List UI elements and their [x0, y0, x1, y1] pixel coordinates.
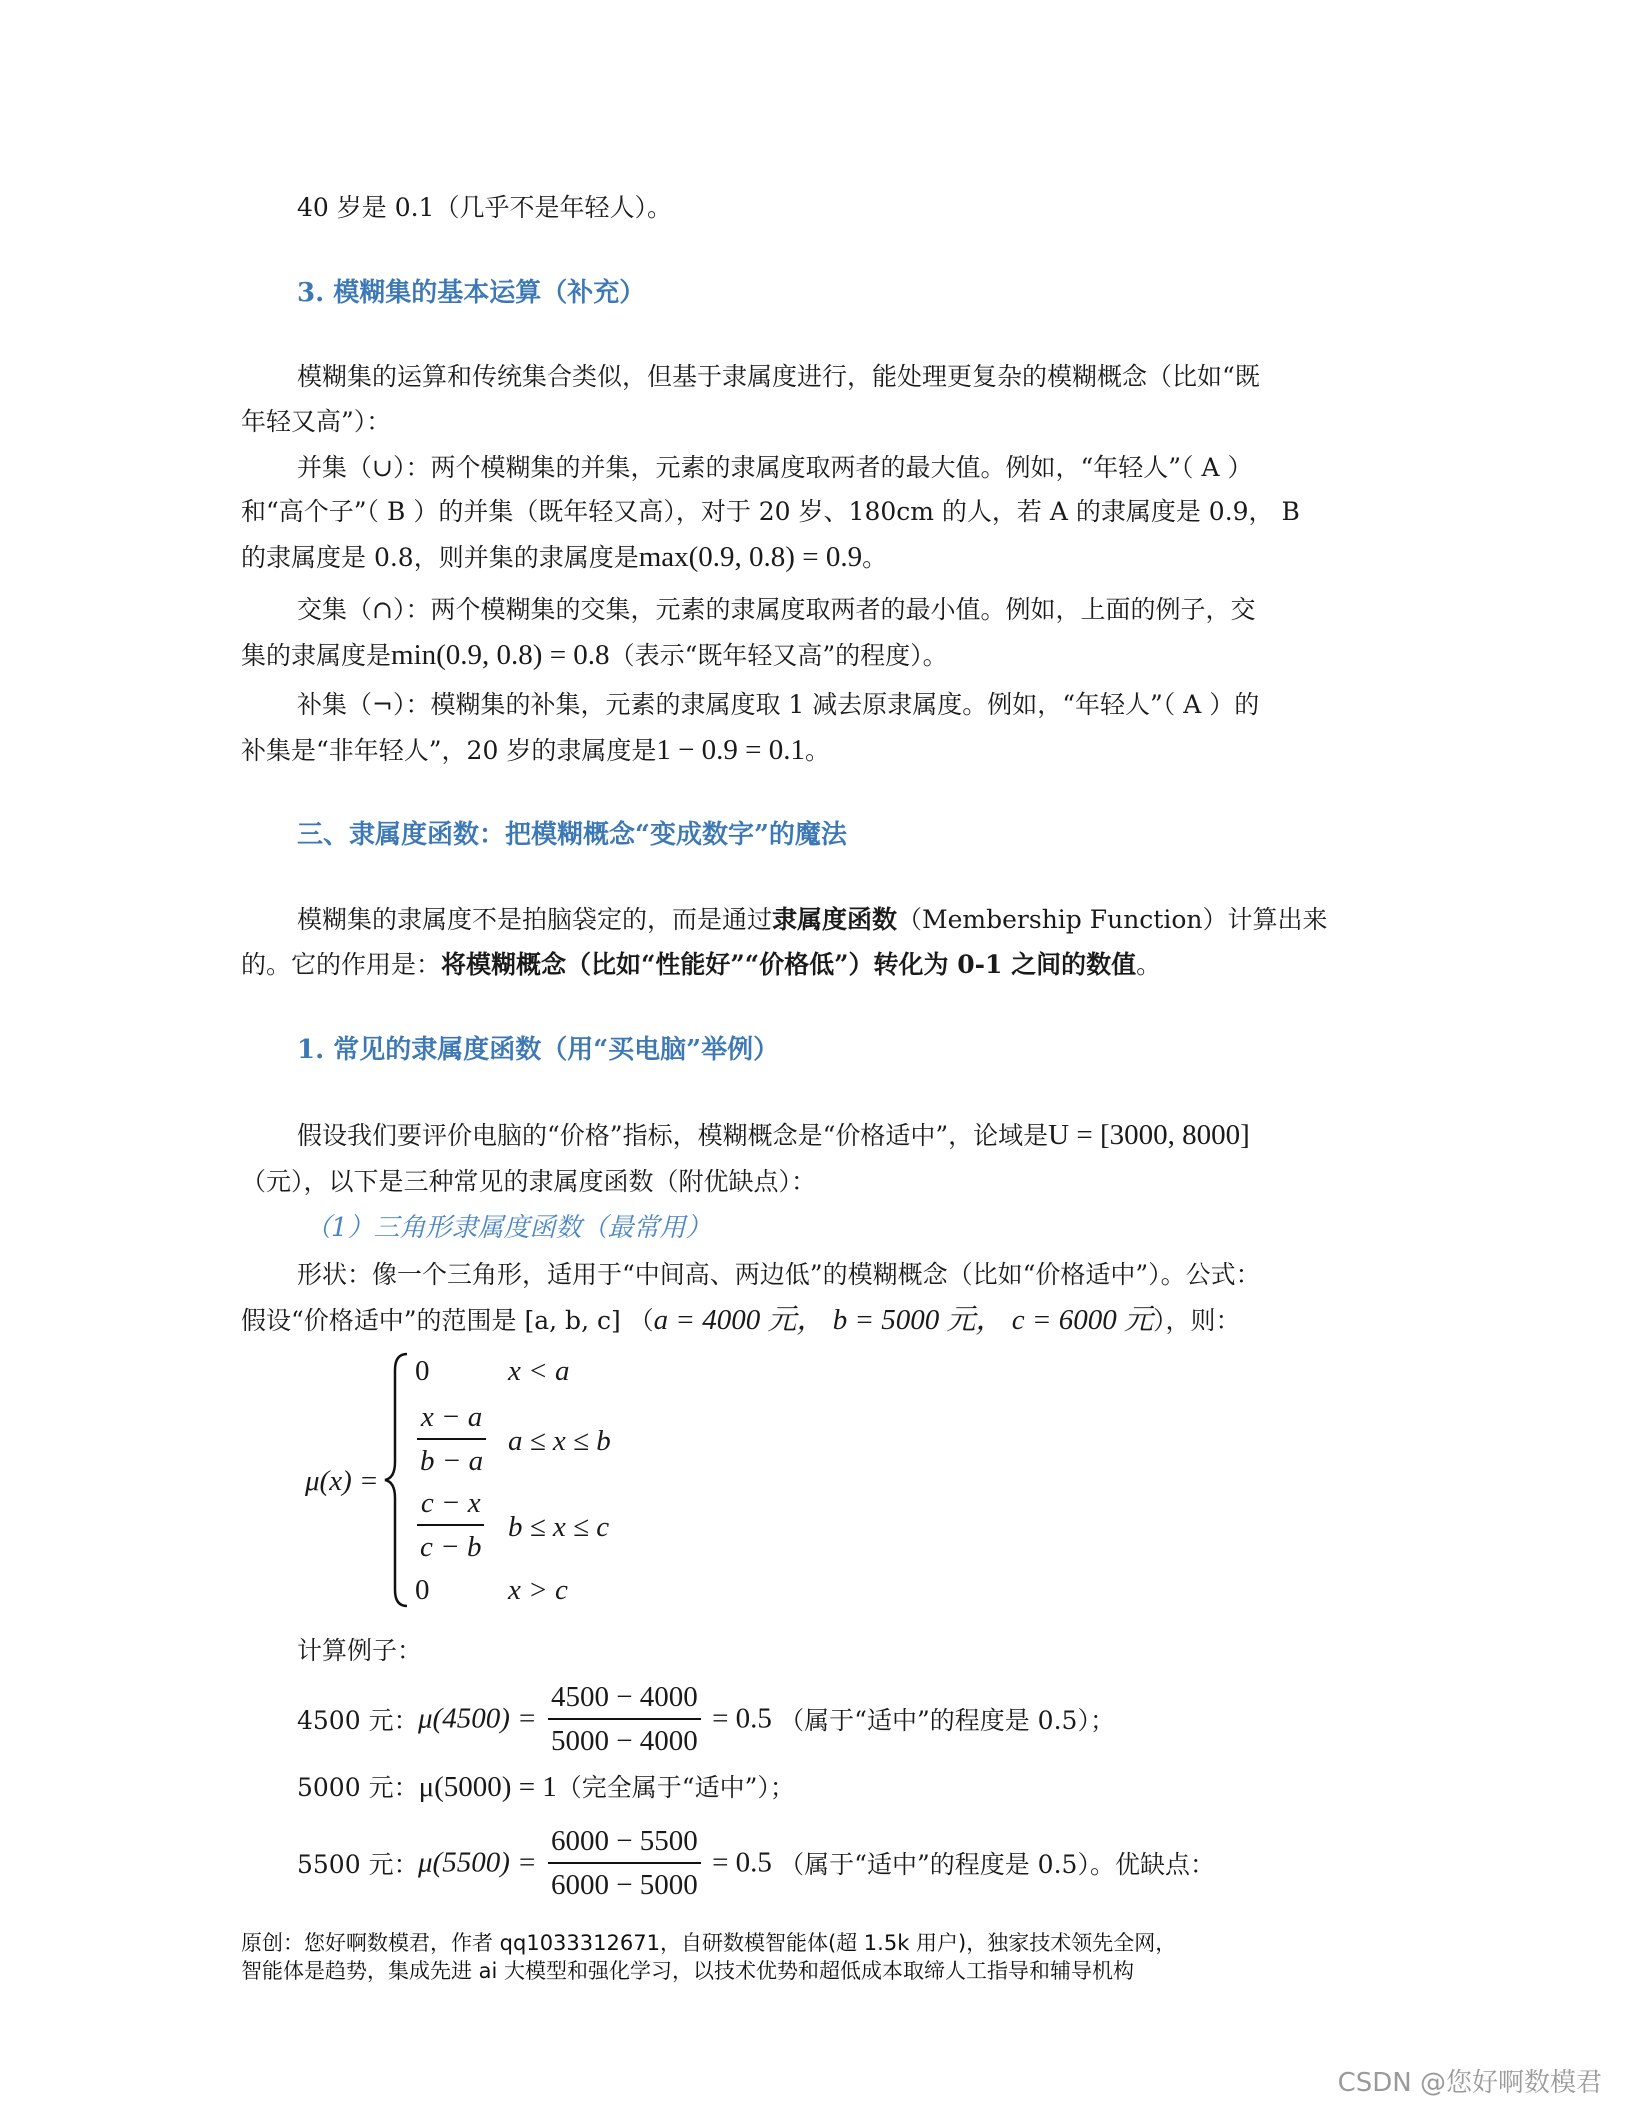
union-text: 的隶属度是 0.8，则并集的隶属度是 [241, 543, 639, 572]
mf-text-2: （Membership Function）计算出来 [897, 905, 1328, 934]
mf-text-3: 的。它的作用是： [241, 950, 442, 979]
ex1-formula [418, 1678, 1115, 1760]
ex3-lhs: μ(5500) = [418, 1846, 537, 1879]
union-line-2: 和“高个子”（ B ）的并集（既年轻又高），对于 20 岁、180cm 的人，若 A 的隶属度是 0.9， B [241, 497, 1300, 526]
intersection-min-formula: min(0.9, 0.8) = 0.8 [391, 639, 610, 671]
complement-text: 补集是“非年轻人”，20 岁的隶属度是 [241, 736, 657, 765]
left-brace-icon [383, 1350, 413, 1610]
heading-common-functions: 1. 常见的隶属度函数（用“买电脑”举例） [297, 1035, 780, 1065]
ex1-label: 4500 元： [297, 1706, 419, 1735]
assume-text: 假设我们要评价电脑的“价格”指标，模糊概念是“价格适中”，论域是 [297, 1121, 1049, 1150]
ex3-label: 5500 元： [297, 1850, 419, 1879]
csdn-watermark: CSDN @您好啊数模君 [1337, 2068, 1602, 2098]
case4-condition: x > c [508, 1574, 568, 1606]
mf-term-bold: 隶属度函数 [772, 905, 898, 934]
ex3-denominator: 6000 − 5000 [550, 1869, 698, 1901]
ex3-formula [418, 1822, 1215, 1904]
ex1-numerator: 4500 − 4000 [548, 1678, 701, 1720]
case3-denominator: c − b [420, 1531, 482, 1563]
shape-line-1: 形状：像一个三角形，适用于“中间高、两边低”的模糊概念（比如“价格适中”）。公式： [297, 1260, 1261, 1289]
complement-end: 。 [805, 736, 831, 765]
case2-condition: a ≤ x ≤ b [508, 1425, 611, 1457]
case3-numerator: c − x [417, 1484, 484, 1526]
complement-line-1: 补集（¬）：模糊集的补集，元素的隶属度取 1 减去原隶属度。例如，“年轻人”（ A ）的 [297, 690, 1260, 719]
case2-denominator: b − a [420, 1445, 484, 1477]
mf-text-4: 。 [1136, 950, 1162, 979]
abc-values: a = 4000 元， b = 5000 元， c = 6000 元 [653, 1304, 1154, 1336]
case1-value: 0 [415, 1355, 430, 1387]
mf-line-1 [297, 905, 1447, 935]
shape-tail: ），则： [1153, 1306, 1241, 1335]
mf-line-2 [241, 950, 1391, 980]
assume-line-1 [297, 1120, 1447, 1151]
ex2-tail: （完全属于“适中”）； [556, 1773, 795, 1802]
ex3-tail: （属于“适中”的程度是 0.5）。优缺点： [779, 1850, 1215, 1879]
ops-intro-line-1: 模糊集的运算和传统集合类似，但基于隶属度进行，能处理更复杂的模糊概念（比如“既 [297, 362, 1260, 391]
calc-title: 计算例子： [297, 1636, 423, 1665]
shape-text: 假设“价格适中”的范围是 [a, b, c] （ [241, 1306, 654, 1335]
complement-formula: 1 − 0.9 = 0.1 [656, 734, 806, 766]
case1-condition: x < a [508, 1355, 570, 1387]
ex1-rhs: = 0.5 [712, 1702, 772, 1735]
intersection-line-2 [241, 640, 1391, 671]
universe-formula: U = [3000, 8000] [1048, 1119, 1250, 1151]
example-5000 [297, 1772, 1447, 1803]
intersection-tail: （表示“既年轻又高”的程度）。 [609, 641, 948, 670]
intersection-text: 集的隶属度是 [241, 641, 392, 670]
assume-line-2: （元），以下是三种常见的隶属度函数（附优缺点）： [241, 1167, 817, 1196]
ex1-tail: （属于“适中”的程度是 0.5）； [779, 1706, 1115, 1735]
ex1-denominator: 5000 − 4000 [550, 1725, 698, 1757]
ex1-lhs: μ(4500) = [418, 1702, 537, 1735]
footer-line-2: 智能体是趋势，集成先进 ai 大模型和强化学习，以技术优势和超低成本取缔人工指导和辅导机构 [241, 1959, 1135, 1983]
mf-purpose-bold: 将模糊概念（比如“性能好”“价格低”）转化为 0-1 之间的数值 [441, 950, 1137, 979]
footer-line-1: 原创：您好啊数模君，作者 qq1033312671，自研数模智能体(超 1.5k 用户)，独家技术领先全网， [241, 1931, 1177, 1955]
complement-line-2 [241, 735, 1391, 766]
case2-numerator: x − a [417, 1398, 486, 1440]
formula-lhs: μ(x) = [305, 1465, 379, 1497]
case2-value [413, 1398, 490, 1480]
mf-text-1: 模糊集的隶属度不是拍脑袋定的，而是通过 [297, 905, 773, 934]
union-end: 。 [862, 543, 888, 572]
heading-fuzzy-operations: 3. 模糊集的基本运算（补充） [297, 278, 646, 308]
ops-intro-line-2: 年轻又高”）： [241, 407, 392, 436]
intersection-line-1: 交集（∩）：两个模糊集的交集，元素的隶属度取两者的最小值。例如，上面的例子，交 [297, 595, 1256, 624]
union-max-formula: max(0.9, 0.8) = 0.9 [638, 541, 863, 573]
shape-line-2 [241, 1305, 1391, 1336]
case3-value [413, 1484, 488, 1566]
paragraph-age-40: 40 岁是 0.1（几乎不是年轻人）。 [297, 193, 672, 222]
ex3-numerator: 6000 − 5500 [548, 1822, 701, 1864]
heading-membership-function: 三、隶属度函数：把模糊概念“变成数字”的魔法 [297, 820, 847, 850]
subheading-triangle-function: （1）三角形隶属度函数（最常用） [305, 1213, 712, 1243]
case4-value: 0 [415, 1574, 430, 1606]
case3-condition: b ≤ x ≤ c [508, 1511, 610, 1543]
ex2-label: 5000 元： [297, 1773, 419, 1802]
ex2-formula: μ(5000) = 1 [418, 1771, 557, 1803]
ex3-rhs: = 0.5 [712, 1846, 772, 1879]
union-line-1: 并集（∪）：两个模糊集的并集，元素的隶属度取两者的最大值。例如，“年轻人”（ A ） [297, 453, 1253, 482]
union-line-3 [241, 542, 1391, 573]
